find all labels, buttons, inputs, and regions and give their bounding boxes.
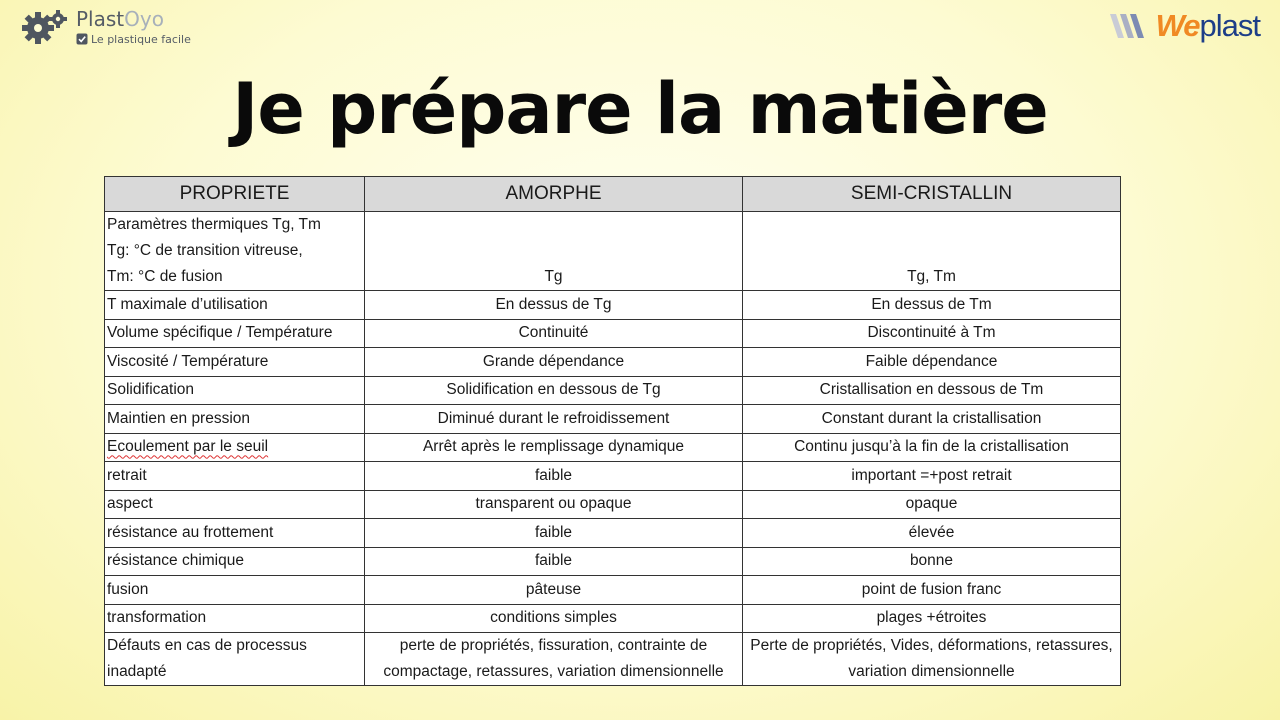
amorphe-cell: Continuité — [365, 319, 743, 348]
table-row — [105, 291, 1121, 320]
amorphe-cell: transparent ou opaque — [365, 490, 743, 519]
amorphe-cell: Tg — [365, 212, 743, 291]
chevrons-icon — [1108, 11, 1156, 41]
semi-cell: Faible dépendance — [743, 348, 1121, 377]
table-row — [105, 212, 1121, 291]
table-row — [105, 433, 1121, 462]
semi-cell: opaque — [743, 490, 1121, 519]
table-row — [105, 348, 1121, 377]
property-cell: fusion — [105, 576, 365, 605]
semi-cell: point de fusion franc — [743, 576, 1121, 605]
table-row — [105, 405, 1121, 434]
amorphe-cell: conditions simples — [365, 604, 743, 633]
semi-cell: Discontinuité à Tm — [743, 319, 1121, 348]
table-row — [105, 604, 1121, 633]
amorphe-cell: pâteuse — [365, 576, 743, 605]
property-cell: transformation — [105, 604, 365, 633]
table-row — [105, 319, 1121, 348]
semi-cell: En dessus de Tm — [743, 291, 1121, 320]
table-row — [105, 462, 1121, 491]
semi-cell: Cristallisation en dessous de Tm — [743, 376, 1121, 405]
checkbox-icon — [76, 33, 88, 45]
table-row — [105, 519, 1121, 548]
property-cell: Ecoulement par le seuil — [105, 433, 365, 462]
header-amorphe: AMORPHE — [365, 177, 743, 212]
amorphe-cell: Diminué durant le refroidissement — [365, 405, 743, 434]
page-title: Je prépare la matière — [232, 68, 1048, 150]
property-cell: retrait — [105, 462, 365, 491]
property-cell: aspect — [105, 490, 365, 519]
property-cell: Volume spécifique / Température — [105, 319, 365, 348]
semi-cell: plages +étroites — [743, 604, 1121, 633]
semi-cell: Tg, Tm — [743, 212, 1121, 291]
amorphe-cell: perte de propriétés, fissuration, contrainte de compactage, retassures, variation dimensionnelle — [365, 633, 743, 686]
weplast-logo — [1108, 10, 1260, 41]
plastoyo-logo — [20, 6, 191, 48]
logo-tagline: Le plastique facile — [76, 33, 191, 45]
property-cell: T maximale d’utilisation — [105, 291, 365, 320]
header-semi-cristallin: SEMI-CRISTALLIN — [743, 177, 1121, 212]
amorphe-cell: Arrêt après le remplissage dynamique — [365, 433, 743, 462]
property-cell: Solidification — [105, 376, 365, 405]
semi-cell: bonne — [743, 547, 1121, 576]
property-cell: Maintien en pression — [105, 405, 365, 434]
semi-cell: important =+post retrait — [743, 462, 1121, 491]
properties-table — [104, 176, 1121, 686]
logo-name: PlastOyo — [76, 7, 164, 31]
property-cell: Paramètres thermiques Tg, Tm Tg: °C de transition vitreuse, Tm: °C de fusion — [105, 212, 365, 291]
property-cell: Viscosité / Température — [105, 348, 365, 377]
semi-cell: Perte de propriétés, Vides, déformations, retassures, variation dimensionnelle — [743, 633, 1121, 686]
amorphe-cell: faible — [365, 462, 743, 491]
table-row — [105, 376, 1121, 405]
semi-cell: Continu jusqu’à la fin de la cristallisation — [743, 433, 1121, 462]
amorphe-cell: Solidification en dessous de Tg — [365, 376, 743, 405]
semi-cell: élevée — [743, 519, 1121, 548]
property-cell: résistance chimique — [105, 547, 365, 576]
amorphe-cell: faible — [365, 547, 743, 576]
table-row — [105, 633, 1121, 686]
gear-icon — [20, 6, 70, 48]
property-cell: résistance au frottement — [105, 519, 365, 548]
semi-cell: Constant durant la cristallisation — [743, 405, 1121, 434]
property-cell: Défauts en cas de processus inadapté — [105, 633, 365, 686]
header-propriete: PROPRIETE — [105, 177, 365, 212]
table-header-row — [105, 177, 1121, 212]
table-row — [105, 490, 1121, 519]
weplast-wordmark: Weplast — [1155, 8, 1260, 43]
amorphe-cell: Grande dépendance — [365, 348, 743, 377]
amorphe-cell: faible — [365, 519, 743, 548]
table-row — [105, 576, 1121, 605]
amorphe-cell: En dessus de Tg — [365, 291, 743, 320]
table-row — [105, 547, 1121, 576]
